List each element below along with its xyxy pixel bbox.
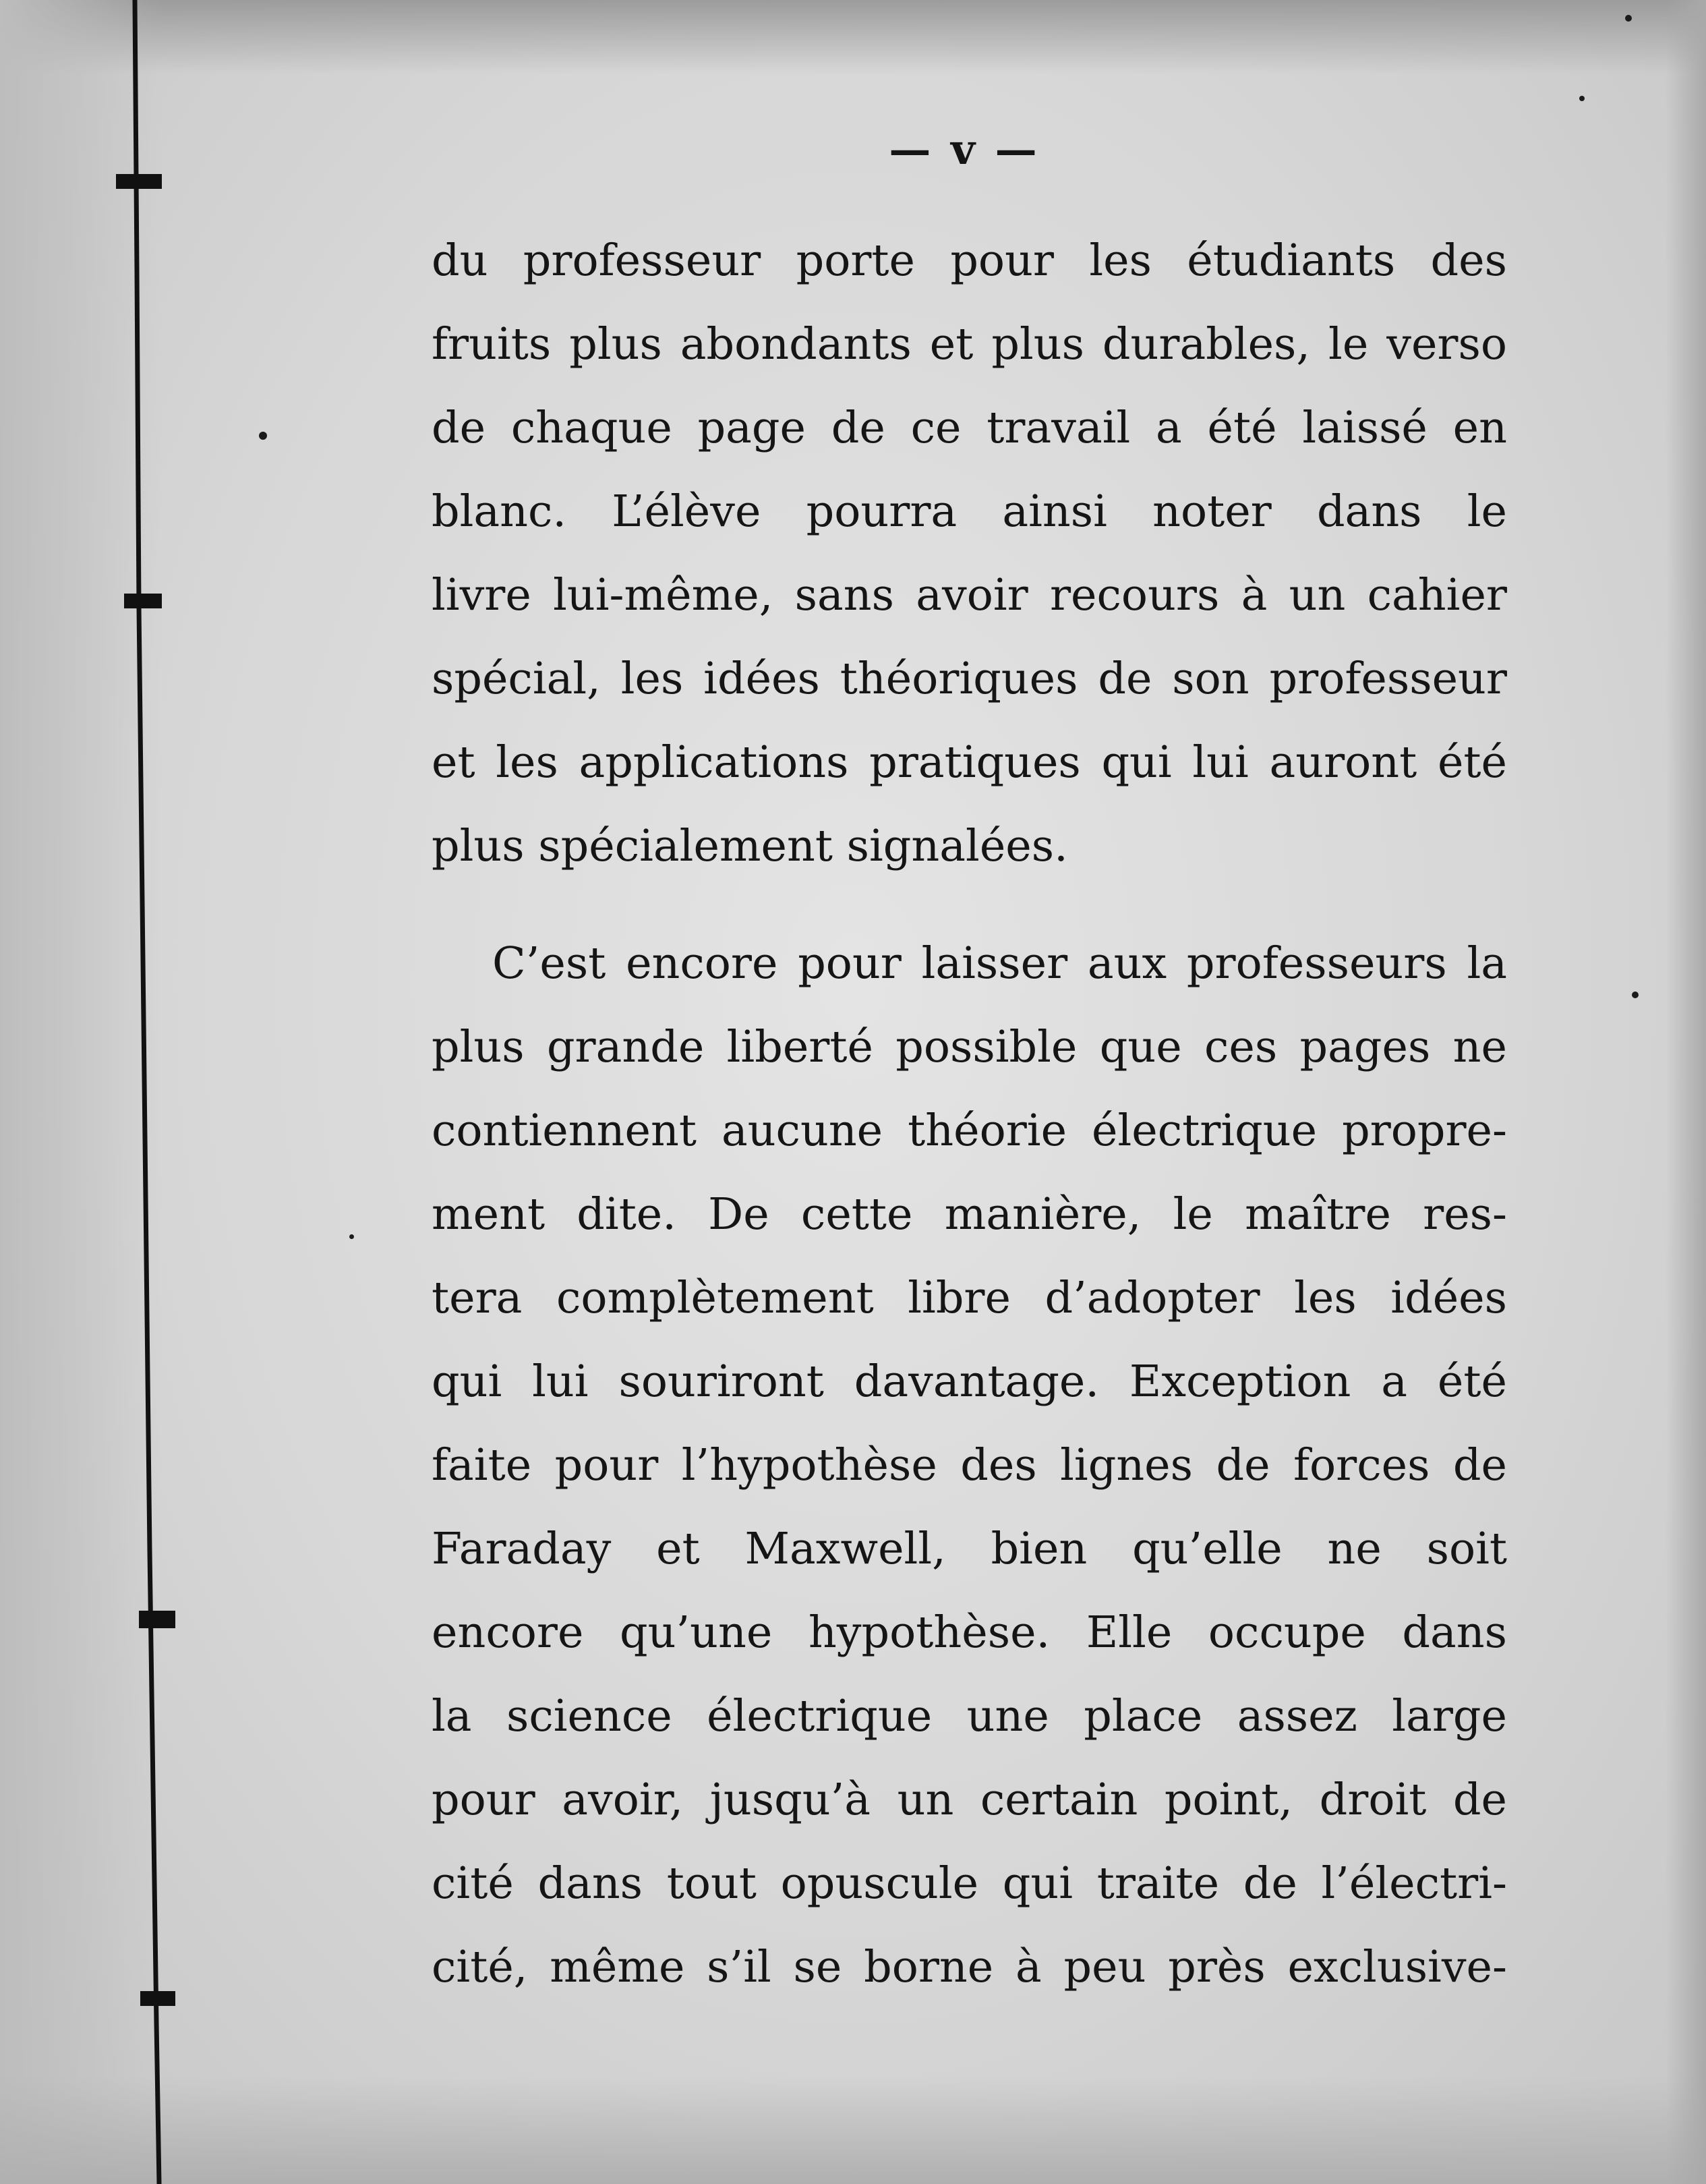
ink-speck (1625, 15, 1632, 22)
text-line: encore qu’une hypothèse. Elle occupe dans (432, 1607, 1507, 1658)
text-line: Faraday et Maxwell, bien qu’elle ne soit (432, 1524, 1507, 1574)
ink-speck (259, 432, 267, 440)
paragraph (432, 922, 1507, 2009)
text-line: plus spécialement signalées. (432, 821, 1068, 871)
text-line: qui lui souriront davantage. Exception a été (432, 1356, 1507, 1407)
text-line: livre lui-même, sans avoir recours à un cahier (432, 570, 1507, 621)
text-line: blanc. L’élève pourra ainsi noter dans le (432, 486, 1507, 537)
ink-speck (349, 1234, 354, 1239)
body-text (432, 219, 1507, 2009)
text-line: tera complètement libre d’adopter les idées (432, 1273, 1507, 1323)
paragraph (432, 219, 1507, 888)
binding-thread (0, 0, 175, 2184)
text-line: pour avoir, jusqu’à un certain point, droit de (432, 1775, 1507, 1825)
scan-right-edge (1666, 0, 1706, 2184)
text-line: de chaque page de ce travail a été laissé en (432, 403, 1507, 453)
ink-speck (1632, 992, 1639, 998)
text-line: plus grande liberté possible que ces pages ne (432, 1022, 1507, 1072)
text-line: du professeur porte pour les étudiants des (432, 235, 1507, 286)
text-line: contiennent aucune théorie électrique propre- (432, 1105, 1507, 1156)
text-line: la science électrique une place assez large (432, 1691, 1507, 1742)
ink-speck (1579, 96, 1585, 101)
text-line: cité dans tout opuscule qui traite de l’électri- (432, 1858, 1507, 1909)
text-line: cité, même s’il se borne à peu près exclusive- (432, 1942, 1507, 1992)
text-line: ment dite. De cette manière, le maître res- (432, 1189, 1507, 1240)
scan-top-shadow (0, 0, 1706, 74)
text-line: et les applications pratiques qui lui auront été (432, 737, 1507, 788)
page-number: — v — (889, 125, 1040, 174)
text-line: C’est encore pour laisser aux professeurs la (492, 938, 1507, 989)
scan-bottom-shadow (0, 2076, 1706, 2184)
text-line: faite pour l’hypothèse des lignes de forces de (432, 1440, 1507, 1491)
text-line: fruits plus abondants et plus durables, le verso (432, 319, 1507, 370)
text-line: spécial, les idées théoriques de son professeur (432, 654, 1507, 704)
paragraph-gap (432, 888, 1507, 922)
